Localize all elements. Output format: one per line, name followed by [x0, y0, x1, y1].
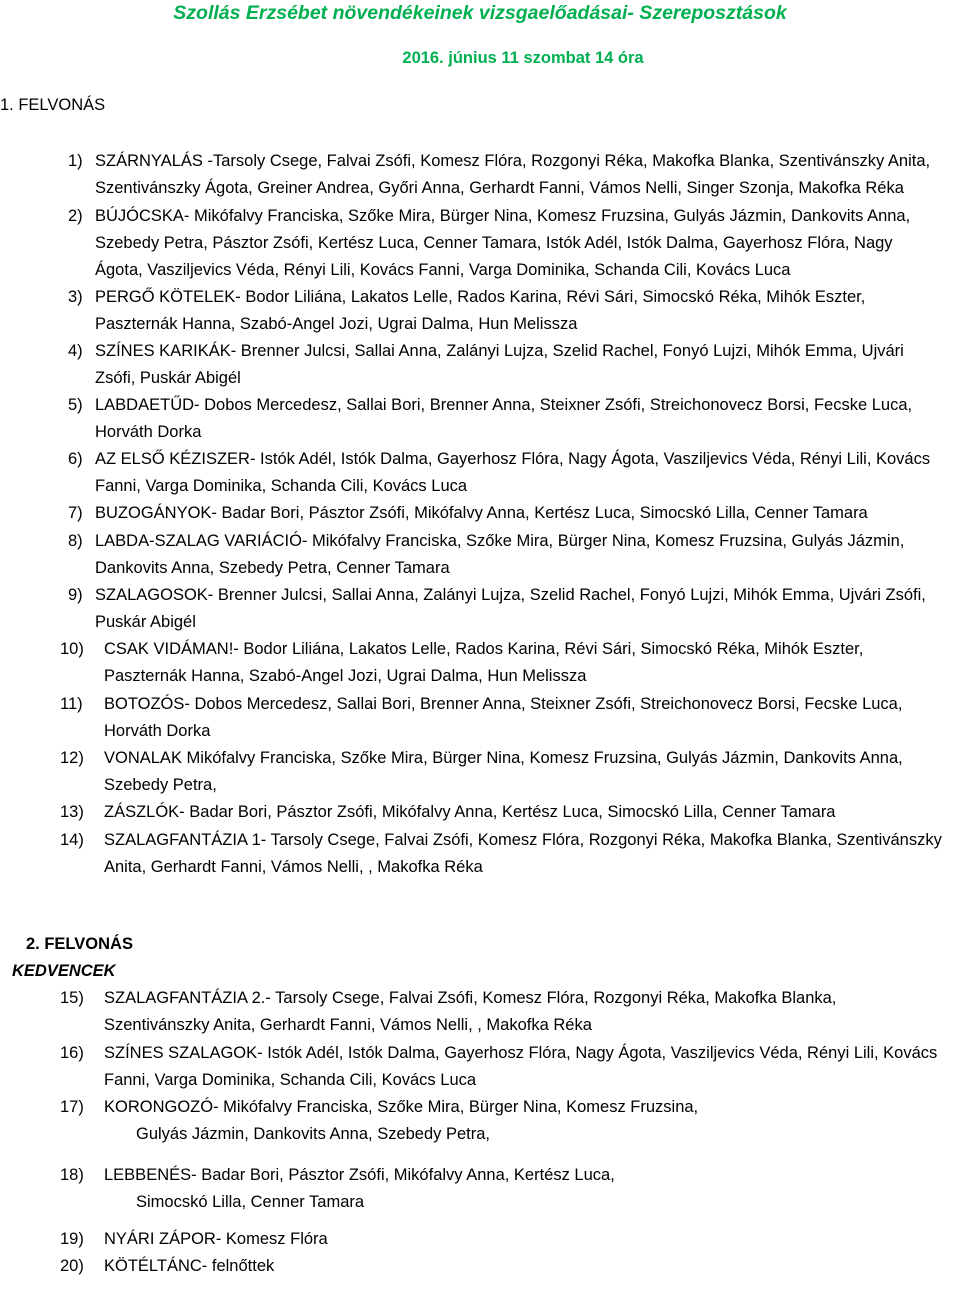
item-text-line: Anita, Gerhardt Fanni, Vámos Nelli, , Makofka Réka	[104, 858, 483, 877]
item-text-line: SZALAGFANTÁZIA 2.- Tarsoly Csege, Falvai Zsófi, Komesz Flóra, Rozgonyi Réka, Makofka Blanka,	[104, 989, 837, 1007]
item-number: 9)	[68, 586, 83, 604]
item-number: 14)	[60, 831, 84, 849]
item-text-line: BÚJÓCSKA- Mikófalvy Franciska, Szőke Mira, Bürger Nina, Komesz Fruzsina, Gulyás Jázmin, Dankovits Anna,	[95, 207, 911, 225]
item-text-line: ZÁSZLÓK- Badar Bori, Pásztor Zsófi, Mikófalvy Anna, Kertész Luca, Simocskó Lilla, Cenner Tamara	[104, 803, 836, 821]
item-number: 6)	[68, 450, 83, 468]
item-number: 16)	[60, 1044, 84, 1062]
item-text-line: PERGŐ KÖTELEK- Bodor Liliána, Lakatos Lelle, Rados Karina, Révi Sári, Simocskó Réka, Mihók Eszter,	[95, 288, 866, 306]
item-text-line: Zsófi, Puskár Abigél	[95, 369, 241, 388]
item-text-line: LABDA-SZALAG VARIÁCIÓ- Mikófalvy Franciska, Szőke Mira, Bürger Nina, Komesz Fruzsina, Gulyás Jázmin,	[95, 532, 905, 550]
item-number: 11)	[60, 695, 83, 713]
item-text-line: AZ ELSŐ KÉZISZER- Istók Adél, Istók Dalma, Gayerhosz Flóra, Nagy Ágota, Vasziljevics Véda, Rényi Lili, Kovács	[95, 450, 931, 468]
item-number: 19)	[60, 1230, 84, 1248]
item-number: 4)	[68, 342, 83, 360]
item-text-line: SZALAGFANTÁZIA 1- Tarsoly Csege, Falvai Zsófi, Komesz Flóra, Rozgonyi Réka, Makofka Blanka, Szentivánszky	[104, 831, 942, 849]
item-text-line: Ágota, Vasziljevics Véda, Rényi Lili, Kovács Fanni, Varga Dominika, Schanda Cili, Kovács Luca	[95, 261, 791, 280]
item-text-line: Szentivánszky Anita, Gerhardt Fanni, Vámos Nelli, , Makofka Réka	[104, 1016, 592, 1035]
item-number: 15)	[60, 989, 84, 1007]
item-text-line: BUZOGÁNYOK- Badar Bori, Pásztor Zsófi, Mikófalvy Anna, Kertész Luca, Simocskó Lilla, Cenner Tamara	[95, 504, 868, 522]
item-text-line: Simocskó Lilla, Cenner Tamara	[136, 1193, 365, 1212]
item-number: 12)	[60, 749, 84, 767]
item-text-line: VONALAK Mikófalvy Franciska, Szőke Mira, Bürger Nina, Komesz Fruzsina, Gulyás Jázmin, Dankovits Anna,	[104, 749, 903, 767]
item-text-line: Fanni, Varga Dominika, Schanda Cili, Kovács Luca	[104, 1071, 477, 1090]
item-text-line: Szentivánszky Ágota, Greiner Andrea, Győri Anna, Gerhardt Fanni, Vámos Nelli, Singer Szonja, Makofka Réka	[95, 179, 904, 198]
item-number: 7)	[68, 504, 83, 522]
item-text-line: CSAK VIDÁMAN!- Bodor Liliána, Lakatos Lelle, Rados Karina, Révi Sári, Simocskó Réka, Mihók Eszter,	[104, 640, 864, 658]
item-number: 5)	[68, 396, 83, 414]
act-2-subtitle: KEDVENCEK	[12, 962, 116, 980]
item-number: 1)	[68, 152, 83, 170]
item-text-line: BOTOZÓS- Dobos Mercedesz, Sallai Bori, Brenner Anna, Steixner Zsófi, Streichonovecz Borsi, Fecske Luca,	[104, 695, 903, 713]
item-text-line: SZÍNES SZALAGOK- Istók Adél, Istók Dalma, Gayerhosz Flóra, Nagy Ágota, Vasziljevics Véda, Rényi Lili, Kovács	[104, 1044, 938, 1062]
page-title: Szollás Erzsébet növendékeinek vizsgaelőadásai- Szereposztások	[173, 2, 787, 24]
act-2-heading: 2. FELVONÁS	[26, 935, 133, 953]
item-number: 17)	[60, 1098, 84, 1116]
item-text-line: Gulyás Jázmin, Dankovits Anna, Szebedy Petra,	[136, 1125, 491, 1144]
item-text-line: Paszternák Hanna, Szabó-Angel Jozi, Ugrai Dalma, Hun Melissza	[95, 315, 578, 334]
item-number: 20)	[60, 1257, 84, 1275]
item-text-line: SZALAGOSOK- Brenner Julcsi, Sallai Anna, Zalányi Lujza, Szelid Rachel, Fonyó Lujzi, Mihók Emma, Ujvári Zsófi,	[95, 586, 926, 604]
item-text-line: Dankovits Anna, Szebedy Petra, Cenner Tamara	[95, 559, 450, 578]
act-1-heading: 1. FELVONÁS	[0, 96, 106, 114]
item-text-line: LEBBENÉS- Badar Bori, Pásztor Zsófi, Mikófalvy Anna, Kertész Luca,	[104, 1166, 615, 1184]
item-number: 18)	[60, 1166, 84, 1184]
item-text-line: LABDAETŰD- Dobos Mercedesz, Sallai Bori, Brenner Anna, Steixner Zsófi, Streichonovecz Borsi, Fecske Luca,	[95, 396, 913, 414]
item-number: 3)	[68, 288, 83, 306]
item-text-line: KORONGOZÓ- Mikófalvy Franciska, Szőke Mira, Bürger Nina, Komesz Fruzsina,	[104, 1098, 699, 1116]
item-text-line: SZÁRNYALÁS -Tarsoly Csege, Falvai Zsófi, Komesz Flóra, Rozgonyi Réka, Makofka Blanka, Szentivánszky Anita,	[95, 152, 931, 170]
item-number: 10)	[60, 640, 84, 658]
event-date: 2016. június 11 szombat 14 óra	[402, 49, 644, 67]
item-text-line: Fanni, Varga Dominika, Schanda Cili, Kovács Luca	[95, 477, 468, 496]
item-text-line: KÖTÉLTÁNC- felnőttek	[104, 1257, 275, 1275]
item-text-line: Paszternák Hanna, Szabó-Angel Jozi, Ugrai Dalma, Hun Melissza	[104, 667, 587, 686]
item-number: 8)	[68, 532, 83, 550]
item-text-line: Puskár Abigél	[95, 613, 196, 632]
item-text-line: NYÁRI ZÁPOR- Komesz Flóra	[104, 1230, 328, 1248]
item-text-line: Szebedy Petra, Pásztor Zsófi, Kertész Luca, Cenner Tamara, Istók Adél, Istók Dalma, Gayerhosz Flóra, Nagy	[95, 234, 893, 253]
item-text-line: Horváth Dorka	[104, 722, 211, 741]
item-number: 2)	[68, 207, 83, 225]
item-text-line: Szebedy Petra,	[104, 776, 217, 795]
item-text-line: Horváth Dorka	[95, 423, 202, 442]
item-number: 13)	[60, 803, 84, 821]
item-text-line: SZÍNES KARIKÁK- Brenner Julcsi, Sallai Anna, Zalányi Lujza, Szelid Rachel, Fonyó Lujzi, Mihók Emma, Ujvári	[95, 342, 904, 360]
